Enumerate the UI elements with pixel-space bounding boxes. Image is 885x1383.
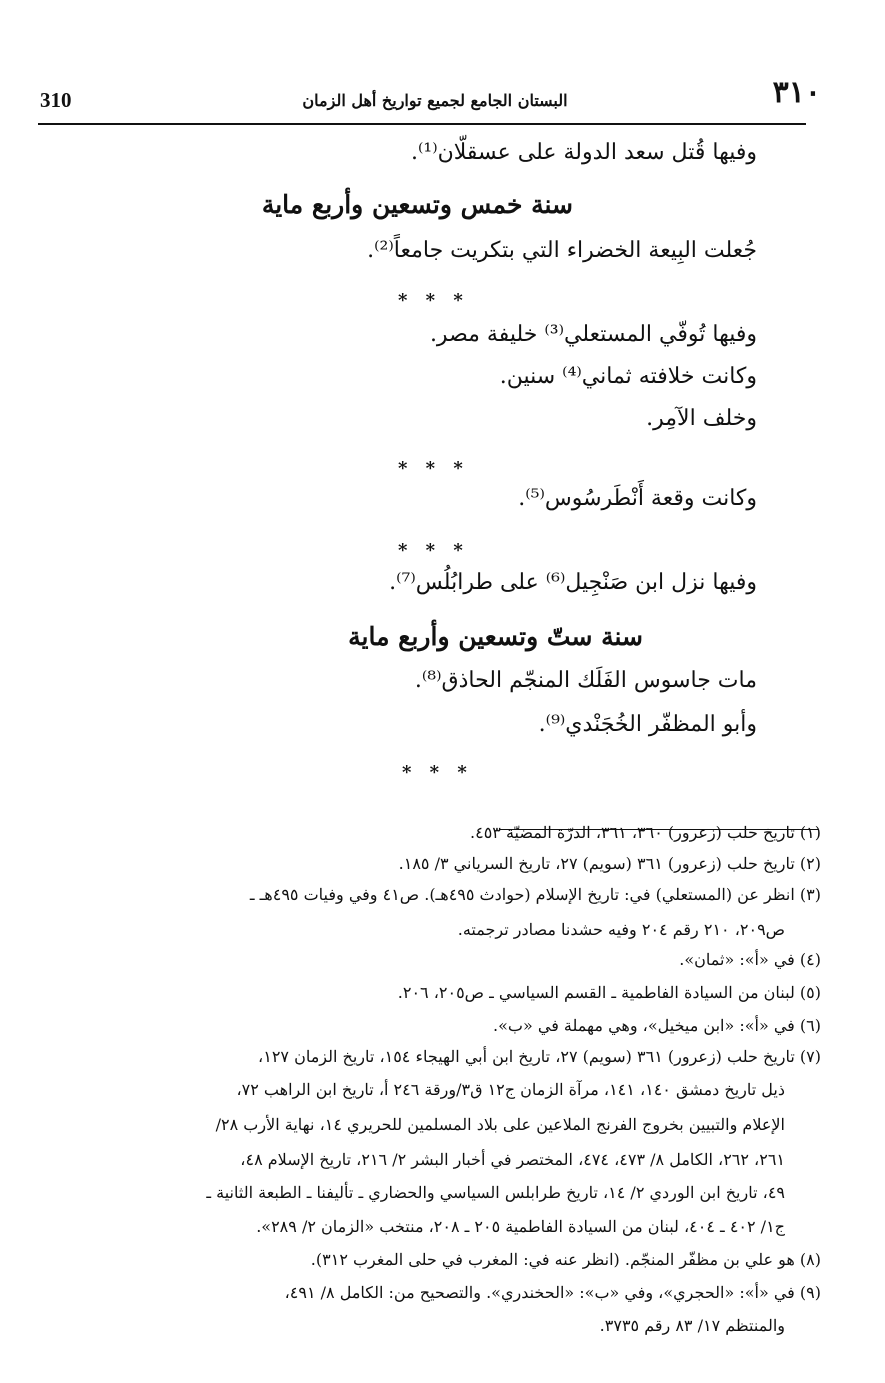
footnote-line: ٤٩، تاريخ ابن الوردي ٢/ ١٤، تاريخ طرابلس السياسي والحضاري ـ تأليفنا ـ الطبعة الثانية ـ <box>206 1183 785 1202</box>
footnote-line: الإعلام والتبيين بخروج الفرنج الملاعين على بلاد المسلمين للحريري ١٤، نهاية الأرب ٢٨/ <box>215 1115 785 1134</box>
footnote-line: (٤) في «أ»: «ثمان». <box>679 950 821 969</box>
body-line: مات جاسوس الفَلَك المنجّم الحاذق⁽⁸⁾. <box>414 668 757 693</box>
footnote-line: (١) تاريخ حلب (زعرور) ٣٦٠، ٣٦١، الدرّة المضيّة ٤٥٣. <box>470 823 821 842</box>
page-number-latin: 310 <box>40 88 72 112</box>
footnote-line: ص٢٠٩، ٢١٠ رقم ٢٠٤ وفيه حشدنا مصادر ترجمته. <box>457 920 785 939</box>
footnote-line: (٥) لبنان من السيادة الفاطمية ـ القسم السياسي ـ ص٢٠٥، ٢٠٦. <box>397 983 821 1002</box>
body-line: وأبو المظفّر الخُجَنْدي⁽⁹⁾. <box>538 712 757 737</box>
footnote-line: (٣) انظر عن (المستعلي) في: تاريخ الإسلام (حوادث ٤٩٥هـ). ص٤١ وفي وفيات ٤٩٥هـ ـ <box>249 885 821 904</box>
footnote-line: ٢٦١، ٢٦٢، الكامل ٨/ ٤٧٣، ٤٧٤، المختصر في أخبار البشر ٢/ ٢١٦، تاريخ الإسلام ٤٨، <box>240 1150 785 1169</box>
footnote-line: (٩) في «أ»: «الحجري»، وفي «ب»: «الحخندري». والتصحيح من: الكامل ٨/ ٤٩١، <box>284 1283 821 1302</box>
footnote-line: ج١/ ٤٠٢ ـ ٤٠٤، لبنان من السيادة الفاطمية ٢٠٥ ـ ٢٠٨، منتخب «الزمان ٢/ ٢٨٩». <box>256 1217 785 1236</box>
section-separator: * * * <box>402 762 473 783</box>
footnote-line: (٨) هو علي بن مظفّر المنجّم. (انظر عنه في: المغرب في حلى المغرب ٣١٢). <box>310 1250 821 1269</box>
footnote-line: (٧) تاريخ حلب (زعرور) ٣٦١ (سويم) ٢٧، تاريخ ابن أبي الهيجاء ١٥٤، تاريخ الزمان ١٢٧، <box>258 1047 821 1066</box>
page-number-arabic: ٣١٠ <box>772 75 821 110</box>
footnote-line: (٦) في «أ»: «ابن ميخيل»، وهي مهملة في «ب». <box>493 1016 821 1035</box>
section-separator: * * * <box>398 458 469 479</box>
body-line: جُعلت البِيعة الخضراء التي بتكريت جامعاً⁽²⁾. <box>367 238 757 263</box>
year-heading: سنة ستّ وتسعين وأربع ماية <box>348 622 643 651</box>
section-separator: * * * <box>398 290 469 311</box>
body-line: وخلف الآمِر. <box>646 406 757 431</box>
running-header-title: البستان الجامع لجميع تواريخ أهل الزمان <box>302 91 568 110</box>
body-line: وفيها تُوفّي المستعلي⁽³⁾ خليفة مصر. <box>429 322 757 347</box>
footnote-line: ذيل تاريخ دمشق ١٤٠، ١٤١، مرآة الزمان ج١٢ ق٣/ورقة ٢٤٦ أ، تاريخ ابن الراهب ٧٢، <box>236 1080 785 1099</box>
year-heading: سنة خمس وتسعين وأربع ماية <box>261 190 573 219</box>
body-line: وكانت وقعة أَنْطَرسُوس⁽⁵⁾. <box>518 486 757 511</box>
body-line: وكانت خلافته ثماني⁽⁴⁾ سنين. <box>499 364 757 389</box>
header-rule <box>38 123 806 125</box>
body-line: وفيها نزل ابن صَنْجِيل⁽⁶⁾ على طرابُلُس⁽⁷⁾. <box>389 570 757 595</box>
footnote-line: والمنتظم ١٧/ ٨٣ رقم ٣٧٣٥. <box>599 1316 785 1335</box>
body-line: وفيها قُتل سعد الدولة على عسقلّان⁽¹⁾. <box>410 140 757 165</box>
section-separator: * * * <box>398 540 469 561</box>
footnote-line: (٢) تاريخ حلب (زعرور) ٣٦١ (سويم) ٢٧، تاريخ السرياني ٣/ ١٨٥. <box>398 854 821 873</box>
